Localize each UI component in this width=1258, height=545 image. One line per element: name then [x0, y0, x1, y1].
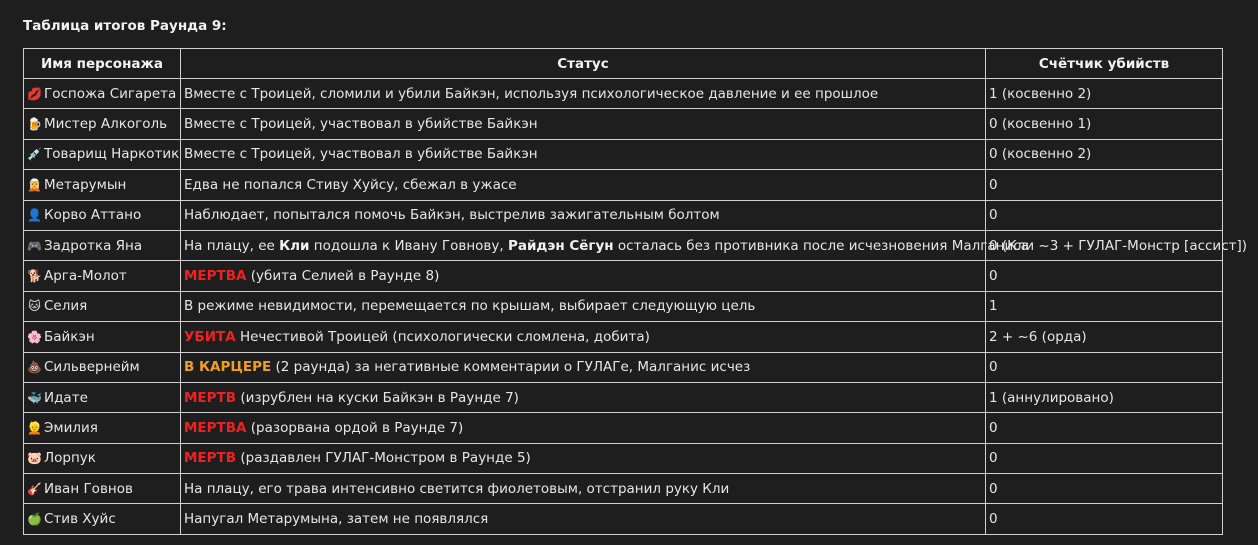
kill-count-cell: 1 (аннулировано)	[986, 382, 1223, 412]
status-cell	[181, 170, 986, 200]
character-name-cell	[24, 443, 181, 473]
status-cell	[181, 230, 1029, 260]
status-text: Наблюдает, попытался помочь Байкэн, выстрелив зажигательным болтом	[184, 207, 720, 224]
status-cell	[181, 322, 986, 352]
kill-count-cell: 0	[986, 352, 1223, 382]
table-header	[24, 49, 1223, 79]
character-name: Эмилия	[44, 419, 98, 436]
table-body	[24, 79, 1248, 535]
character-emoji-icon: 🐷	[27, 451, 42, 466]
character-name: Селия	[44, 298, 88, 315]
character-name: Иван Говнов	[44, 480, 133, 497]
kill-count-cell: 0 (Кли ~3 + ГУЛАГ-Монстр [ассист])	[986, 230, 1223, 260]
status-cell	[181, 139, 986, 169]
status-text: (разорвана ордой в Раунде 7)	[246, 419, 464, 436]
table-row	[24, 413, 1223, 443]
character-emoji-icon: 💉	[27, 147, 42, 162]
character-name: Сильвернейм	[44, 359, 140, 376]
header-row	[24, 49, 1223, 79]
table-row	[24, 109, 1223, 139]
status-dead-badge: МЕРТВА	[184, 419, 247, 436]
table-row	[24, 139, 1223, 169]
table-row	[24, 352, 1223, 382]
character-name-cell	[24, 230, 181, 260]
status-text: В режиме невидимости, перемещается по крышам, выбирает следующую цель	[184, 298, 756, 315]
table-row	[24, 261, 1223, 291]
table-row	[24, 474, 1223, 504]
status-text: Нечестивой Троицей (психологически сломлена, добита)	[235, 328, 650, 345]
character-emoji-icon: 🐳	[27, 390, 42, 405]
character-name: Арга-Молот	[44, 268, 127, 285]
table-row	[24, 322, 1223, 352]
kill-count-cell: 0	[986, 413, 1223, 443]
character-name: Задротка Яна	[44, 237, 143, 254]
status-dead-badge: МЕРТВ	[184, 450, 237, 467]
status-text: На плацу, ее	[184, 237, 280, 254]
character-name-cell	[24, 139, 181, 169]
status-cell	[181, 291, 986, 321]
kill-count-cell: 1	[986, 291, 1223, 321]
character-emoji-icon: 🍏	[27, 512, 42, 527]
status-text: (2 раунда) за негативные комментарии о ГУЛАГе, Малганис исчез	[271, 359, 751, 376]
status-cell	[181, 261, 986, 291]
status-cell	[181, 443, 986, 473]
table-row	[24, 504, 1223, 534]
results-heading: Таблица итогов Раунда 9:	[23, 18, 227, 34]
status-text: Вместе с Троицей, сломили и убили Байкэн, используя психологическое давление и ее прошлое	[184, 85, 879, 102]
character-name-cell	[24, 261, 181, 291]
results-table	[23, 48, 1248, 535]
character-name: Мистер Алкоголь	[44, 116, 168, 133]
status-text: (изрублен на куски Байкэн в Раунде 7)	[236, 389, 519, 406]
character-emoji-icon: 🍺	[27, 117, 42, 132]
status-dead-badge: МЕРТВА	[184, 268, 247, 285]
character-emoji-icon: 🐕	[27, 269, 42, 284]
table-row	[24, 79, 1223, 109]
status-cell	[181, 474, 986, 504]
status-jail-badge: В КАРЦЕРЕ	[184, 359, 272, 376]
character-name-cell	[24, 474, 181, 504]
header-kills: Счётчик убийств	[986, 49, 1223, 79]
character-emoji-icon: 🧝	[27, 177, 42, 192]
status-cell	[181, 504, 986, 534]
character-name-cell	[24, 291, 181, 321]
header-name: Имя персонажа	[24, 49, 181, 79]
kill-count-cell: 0	[986, 200, 1223, 230]
table-row	[24, 443, 1223, 473]
kill-count-cell: 0	[986, 443, 1223, 473]
character-name-cell	[24, 382, 181, 412]
status-text: Вместе с Троицей, участвовал в убийстве Байкэн	[184, 116, 538, 133]
character-name: Идате	[44, 389, 88, 406]
kill-count-cell: 1 (косвенно 2)	[986, 79, 1223, 109]
status-cell	[181, 200, 986, 230]
table-row	[24, 200, 1223, 230]
status-text: (раздавлен ГУЛАГ-Монстром в Раунде 5)	[236, 450, 531, 467]
kill-count-cell: 0	[986, 504, 1223, 534]
kill-count-cell: 0	[986, 474, 1223, 504]
character-name-cell	[24, 352, 181, 382]
character-name-cell	[24, 170, 181, 200]
character-emoji-icon: 🎸	[27, 481, 42, 496]
character-emoji-icon: 💩	[27, 360, 42, 375]
status-text: Едва не попался Стиву Хуйсу, сбежал в ужасе	[184, 176, 517, 193]
character-emoji-icon: 👱	[27, 420, 42, 435]
kill-count-cell: 0 (косвенно 1)	[986, 109, 1223, 139]
character-name-cell	[24, 504, 181, 534]
table-row	[24, 230, 1223, 260]
kill-count-cell: 0	[986, 261, 1223, 291]
status-dead-badge: МЕРТВ	[184, 389, 237, 406]
status-cell	[181, 109, 986, 139]
status-text: Кли	[279, 237, 310, 254]
status-text: подошла к Ивану Говнову,	[309, 237, 508, 254]
table-row	[24, 291, 1223, 321]
character-emoji-icon: 🎮	[27, 238, 42, 253]
character-name-cell	[24, 413, 181, 443]
status-text: осталась без противника после исчезновения Малганиса	[613, 237, 1029, 254]
status-cell	[181, 413, 986, 443]
character-name: Стив Хуйс	[44, 511, 116, 528]
status-cell	[181, 382, 986, 412]
character-name: Лорпук	[44, 450, 96, 467]
character-name: Метарумын	[44, 176, 127, 193]
table-row	[24, 382, 1223, 412]
character-name: Товарищ Наркотик	[44, 146, 180, 163]
status-dead-badge: УБИТА	[184, 328, 236, 345]
character-name-cell	[24, 200, 181, 230]
character-emoji-icon: 🐱	[28, 299, 41, 314]
status-text: Райдэн Сёгун	[507, 237, 614, 254]
results-container	[23, 0, 1248, 535]
status-cell	[181, 79, 986, 109]
character-name: Госпожа Сигарета	[44, 85, 177, 102]
kill-count-cell: 0	[986, 170, 1223, 200]
status-text: (убита Селией в Раунде 8)	[246, 268, 440, 285]
character-name-cell	[24, 109, 181, 139]
status-cell	[181, 352, 986, 382]
kill-count-cell: 0 (косвенно 2)	[986, 139, 1223, 169]
table-row	[24, 170, 1223, 200]
character-name: Корво Аттано	[44, 207, 142, 224]
character-emoji-icon: 🌸	[27, 329, 42, 344]
character-name-cell	[24, 79, 181, 109]
character-name: Байкэн	[44, 328, 95, 345]
status-text: На плацу, его трава интенсивно светится фиолетовым, отстранил руку Кли	[184, 480, 730, 497]
status-text: Напугал Метарумына, затем не появлялся	[184, 511, 489, 528]
character-emoji-icon: 💋	[27, 86, 42, 101]
header-status: Статус	[181, 49, 986, 79]
status-text: Вместе с Троицей, участвовал в убийстве Байкэн	[184, 146, 538, 163]
character-emoji-icon: 👤	[27, 208, 42, 223]
kill-count-cell: 2 + ~6 (орда)	[986, 322, 1223, 352]
character-name-cell	[24, 322, 181, 352]
